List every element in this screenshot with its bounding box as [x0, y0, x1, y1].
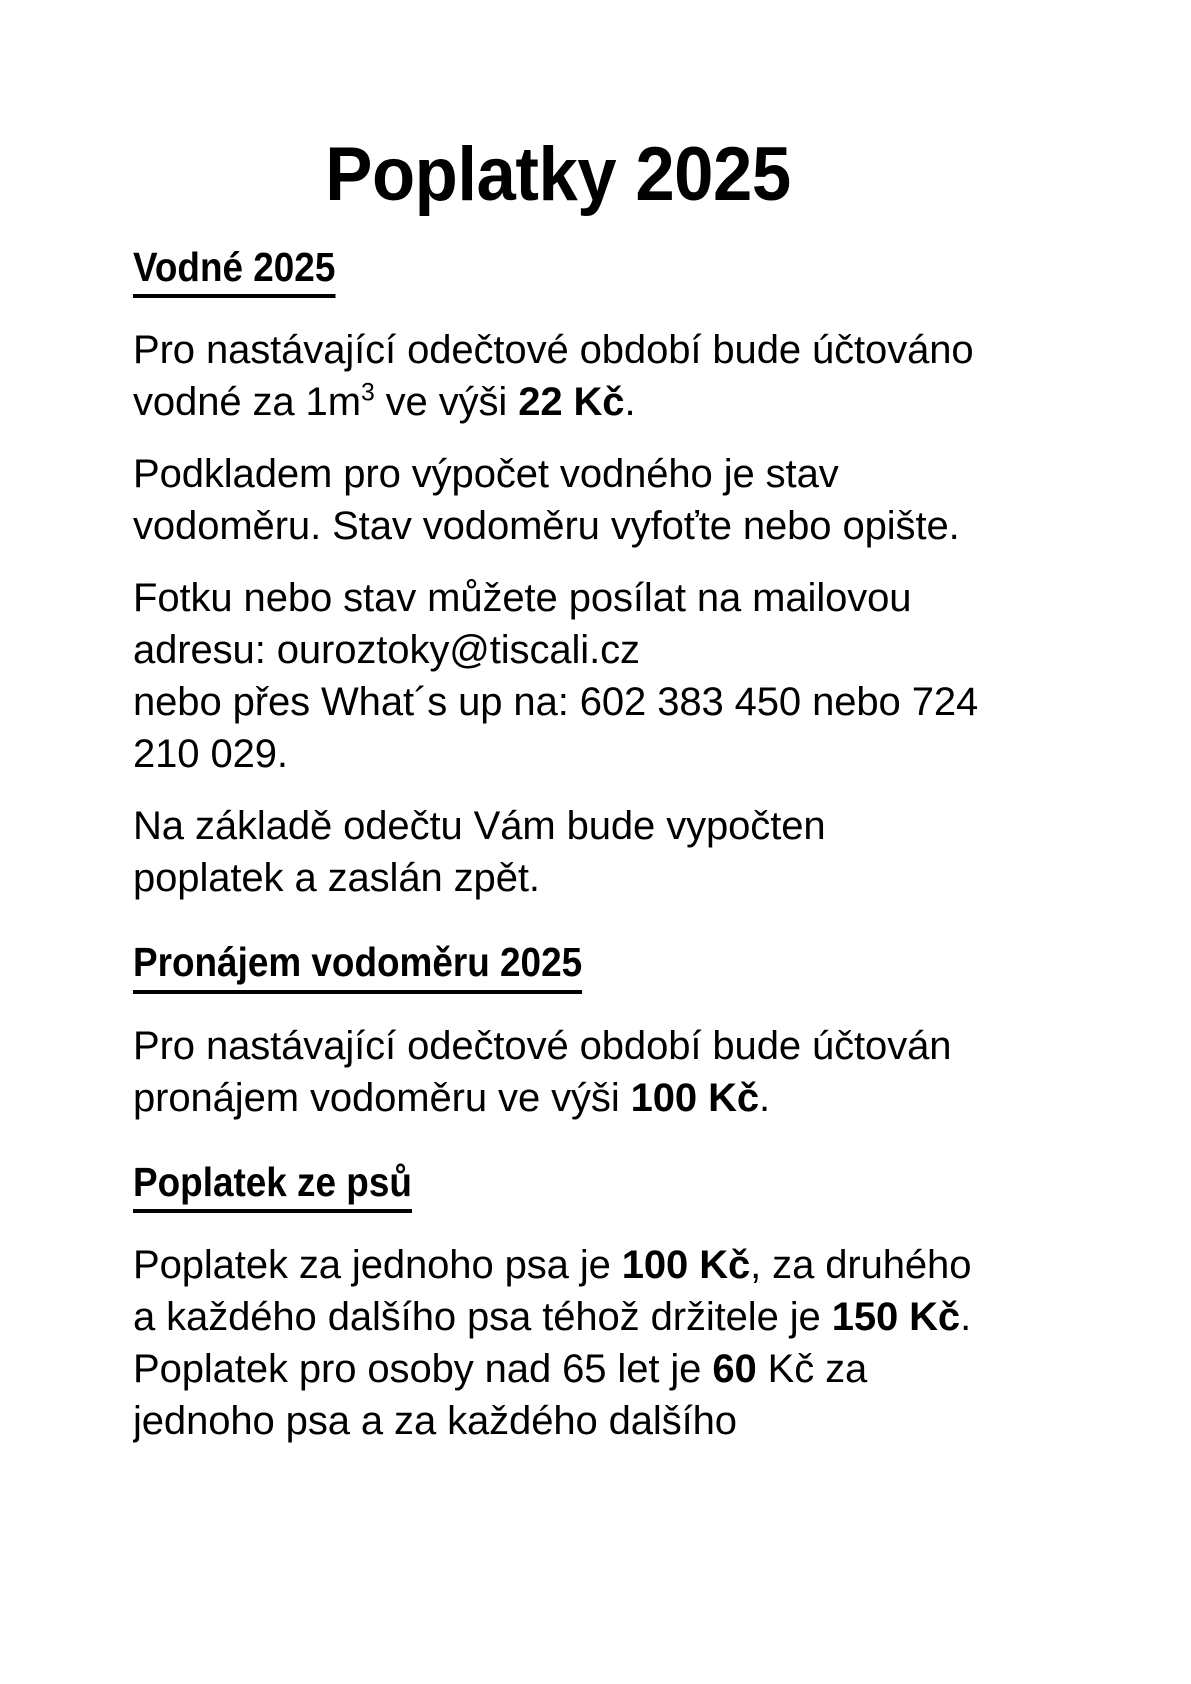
contact-line-whatsapp: nebo přes What´s up na: 602 383 450 nebo [133, 680, 901, 725]
section-heading-vodne-label: Vodné 2025 [133, 243, 335, 298]
paragraph-vodne-kontakt [133, 572, 983, 780]
fee-value-pes-prvni: 100 Kč [621, 1242, 751, 1287]
paragraph-text-4: Kč za jednoho psa a za každého dalšího [133, 1346, 868, 1443]
paragraph-text-mid: ve výši [374, 380, 519, 425]
paragraph-vodne-zaver: Na základě odečtu Vám bude vypočten poplatek a zaslán zpět. [133, 804, 826, 901]
paragraph-text: Pro nastávající odečtové období bude účtován pronájem vodoměru ve výši [133, 1023, 952, 1120]
paragraph-pronajem-sazba [133, 1020, 983, 1124]
spacer [133, 904, 983, 938]
paragraph-text-2: , za druhého a každého dalšího psa téhož držitele je [133, 1242, 972, 1339]
spacer [133, 780, 983, 800]
fee-value-pronajem: 100 Kč [630, 1075, 760, 1120]
spacer [133, 994, 983, 1020]
paragraph-text-3: . Poplatek pro osoby nad 65 let je [133, 1294, 972, 1391]
section-heading-psi [133, 1158, 983, 1213]
page-title: Poplatky 2025 [325, 132, 791, 217]
fee-value-vodne: 22 Kč [518, 380, 625, 425]
paragraph-text-1: Poplatek za jednoho psa je [133, 1242, 622, 1287]
superscript-cubic: 3 [360, 379, 375, 407]
section-heading-vodne [133, 243, 983, 298]
section-heading-pronajem [133, 938, 983, 993]
paragraph-text-end: . [759, 1075, 771, 1120]
paragraph-text: Pro nastávající odečtové období bude účtováno vodné za 1m [133, 328, 974, 425]
paragraph-psi-sazby [133, 1239, 983, 1447]
fee-value-pes-dalsi: 150 Kč [831, 1294, 961, 1339]
spacer [133, 1124, 983, 1158]
paragraph-vodne-sazba [133, 324, 983, 428]
paragraph-vodne-podklad: Podkladem pro výpočet vodného je stav vodoměru. Stav vodoměru vyfoťte nebo opište. [133, 452, 960, 549]
contact-line-phone2: 724 210 029. [133, 680, 979, 777]
spacer [133, 1213, 983, 1239]
spacer [133, 552, 983, 572]
contact-line-email: adresu: ouroztoky@tiscali.cz [133, 628, 640, 673]
spacer [133, 428, 983, 448]
contact-line-intro: Fotku nebo stav můžete posílat na mailovou [133, 576, 912, 621]
spacer [133, 298, 983, 324]
section-heading-psi-label: Poplatek ze psů [133, 1158, 412, 1213]
paragraph-text-end: . [624, 380, 636, 425]
fee-value-pes-senior: 60 [712, 1346, 757, 1391]
spacer [133, 215, 983, 243]
document-body [133, 0, 983, 1447]
section-heading-pronajem-label: Pronájem vodoměru 2025 [133, 938, 582, 993]
